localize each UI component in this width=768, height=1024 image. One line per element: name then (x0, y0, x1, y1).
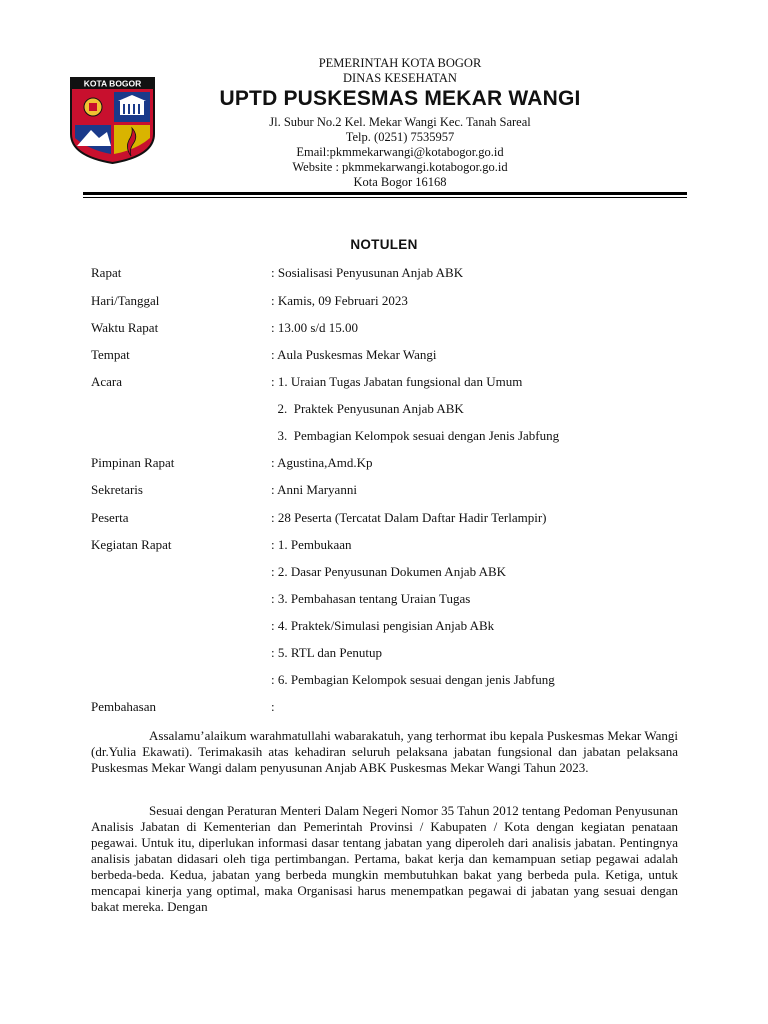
field-value: : 5. RTL dan Penutup (271, 645, 383, 660)
field-label: Kegiatan Rapat (91, 537, 172, 552)
government-name: PEMERINTAH KOTA BOGOR (318, 56, 482, 70)
field-label: Hari/Tanggal (91, 293, 160, 308)
field-value: : 28 Peserta (Tercatat Dalam Daftar Hadir Terlampir) (271, 510, 547, 525)
letterhead-divider-thick (83, 192, 687, 195)
department-name: DINAS KESEHATAN (343, 71, 457, 85)
field-value: : Kamis, 09 Februari 2023 (271, 293, 408, 308)
field-value: : 13.00 s/d 15.00 (271, 320, 359, 335)
kota-bogor-logo (69, 76, 156, 164)
field-label: Tempat (91, 347, 130, 362)
body-paragraph-regulation: Sesuai dengan Peraturan Menteri Dalam Negeri Nomor 35 Tahun 2012 tentang Pedoman Penyusunan Analisis Jabatan di Kementerian dan Pemerintah Provinsi / Kabupaten / Kota dengan kegiatan penataan pegawai. Untuk itu, diperlukan informasi dasar tentang jabatan yang diperoleh dari analisis jabatan. Pentingnya analisis jabatan didasari oleh tiga pertimbangan. Pertama, bakat kerja dan kemampuan setiap pegawai adalah berbeda-beda. Kedua, jabatan yang berbeda mungkin membutuhkan bakat yang berbeda pula. Ketiga, untuk mencapai kinerja yang optimal, maka Organisasi harus menempatkan pegawai di jabatan yang sesuai dengan bakat mereka. Dengan (91, 803, 678, 914)
field-value: : 1. Uraian Tugas Jabatan fungsional dan Umum (271, 374, 523, 389)
document-title: NOTULEN (350, 237, 418, 252)
field-value: : Sosialisasi Penyusunan Anjab ABK (271, 265, 464, 280)
email[interactable]: Email:pkmmekarwangi@kotabogor.go.id (296, 145, 504, 159)
field-value: : 2. Dasar Penyusunan Dokumen Anjab ABK (271, 564, 507, 579)
field-value: : 3. Pembahasan tentang Uraian Tugas (271, 591, 471, 606)
phone: Telp. (0251) 7535957 (345, 130, 455, 144)
organization-name: UPTD PUSKESMAS MEKAR WANGI (219, 87, 581, 110)
field-label: Pimpinan Rapat (91, 455, 175, 470)
letterhead-divider-thin (83, 197, 687, 198)
field-value: : 4. Praktek/Simulasi pengisian Anjab ABk (271, 618, 495, 633)
field-value: 3. Pembagian Kelompok sesuai dengan Jenis Jabfung (271, 428, 560, 443)
field-value: : Aula Puskesmas Mekar Wangi (271, 347, 437, 362)
city-postal: Kota Bogor 16168 (353, 175, 447, 189)
field-label: Waktu Rapat (91, 320, 159, 335)
field-value: : 6. Pembagian Kelompok sesuai dengan jenis Jabfung (271, 672, 555, 687)
svg-text:KOTA BOGOR: KOTA BOGOR (83, 78, 142, 89)
field-value: : Anni Maryanni (271, 482, 357, 497)
field-value: : Agustina,Amd.Kp (271, 455, 373, 470)
address: Jl. Subur No.2 Kel. Mekar Wangi Kec. Tanah Sareal (269, 115, 531, 129)
field-label: Pembahasan (91, 699, 156, 714)
field-label: Peserta (91, 510, 129, 525)
field-label: Rapat (91, 265, 122, 280)
field-value: : (271, 699, 275, 714)
field-label: Acara (91, 374, 123, 389)
field-label: Sekretaris (91, 482, 143, 497)
field-value: 2. Praktek Penyusunan Anjab ABK (271, 401, 464, 416)
website[interactable]: Website : pkmmekarwangi.kotabogor.go.id (292, 160, 508, 174)
body-paragraph-opening: Assalamu’alaikum warahmatullahi wabarakatuh, yang terhormat ibu kepala Puskesmas Mekar Wangi (dr.Yulia Ekawati). Terimakasih atas kehadiran seluruh pelaksana jabatan fungsional dan jabatan pelaksana Puskesmas Mekar Wangi dalam penyusunan Anjab ABK Puskesmas Mekar Wangi Tahun 2023. (91, 728, 678, 775)
letterhead (190, 56, 610, 190)
field-value: : 1. Pembukaan (271, 537, 352, 552)
